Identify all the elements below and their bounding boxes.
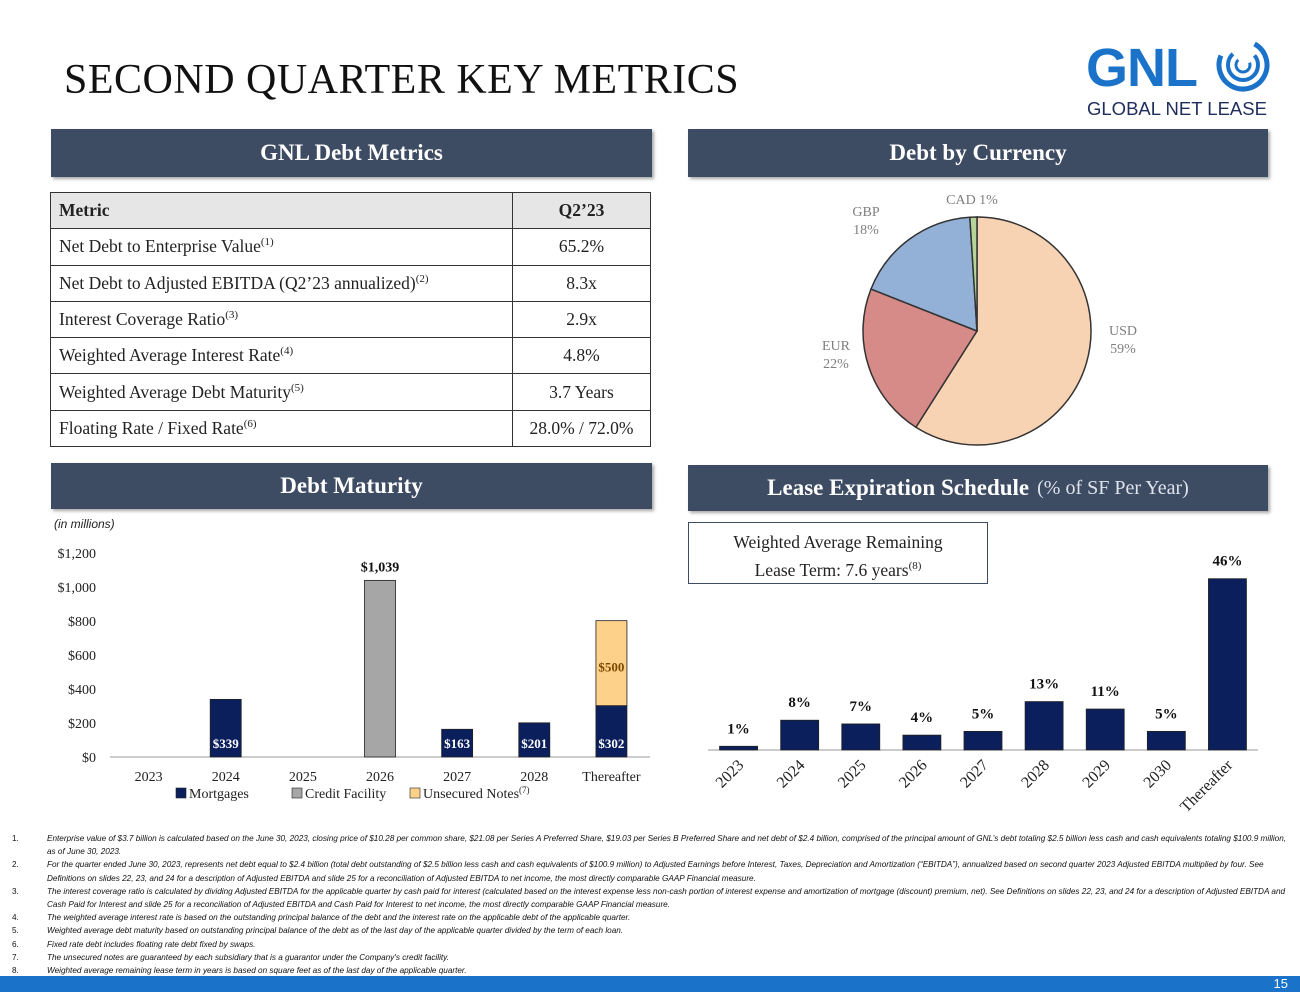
war-line-1: Weighted Average Remaining — [733, 532, 943, 552]
x-tick-label: Thereafter — [582, 770, 641, 785]
lease-expiration-header — [688, 465, 1268, 511]
metric-value: 2.9x — [513, 301, 651, 337]
bar-value-label: $163 — [444, 736, 471, 751]
footnote: 8. Weighted average remaining lease term in years is based on square feet as of the last day of the applicable quarter. — [12, 966, 467, 976]
legend-swatch — [410, 788, 420, 798]
metric-value: 28.0% / 72.0% — [513, 410, 651, 446]
metric-label: Weighted Average Interest Rate$^{(4)}$ — [51, 338, 513, 374]
lease-bar-value-label: 13% — [1029, 676, 1060, 693]
y-tick-label: $800 — [68, 615, 96, 630]
pie-label-cad: CAD 1% — [946, 193, 998, 208]
lease-bar — [1086, 709, 1124, 750]
y-tick-label: $200 — [68, 717, 96, 732]
debt-metrics-table — [50, 192, 651, 447]
y-tick-label: $0 — [82, 751, 96, 766]
bar-value-label: $201 — [521, 736, 548, 751]
lease-bar-value-label: 11% — [1090, 684, 1120, 701]
y-tick-label: $400 — [68, 683, 96, 698]
column-header-quarter: Q2’23 — [513, 193, 651, 229]
debt-maturity-title: Debt Maturity — [280, 473, 423, 498]
debt-maturity-chart — [40, 535, 660, 815]
lease-x-tick-label: 2023 — [712, 756, 748, 792]
lease-x-tick-label: 2024 — [773, 756, 809, 792]
logo-swirl-icon — [1214, 36, 1272, 94]
war-line-2: Lease Term: 7.6 years$^{(8)}$ — [754, 559, 922, 580]
lease-expiration-chart — [690, 555, 1270, 830]
lease-x-tick-label: 2025 — [834, 756, 870, 792]
lease-bar-value-label: 8% — [788, 695, 811, 712]
lease-expiration-title: Lease Expiration Schedule — [767, 475, 1030, 500]
lease-bar-value-label: 5% — [971, 706, 995, 723]
lease-bar — [1025, 702, 1063, 750]
pie-label-gbp: GBP — [852, 205, 880, 220]
lease-x-tick-label: 2027 — [957, 756, 992, 792]
x-tick-label: 2027 — [443, 770, 472, 785]
footnote: 7. The unsecured notes are guaranteed by each subsidiary that is a guarantor under the Company's credit facility. — [12, 952, 449, 962]
footnote: 4. The weighted average interest rate is based on the outstanding principal balance of the debt and the interest rate on the applicable debt of the applicable quarter. — [12, 913, 631, 923]
lease-bar — [720, 746, 758, 750]
lease-x-tick-label: 2030 — [1140, 756, 1176, 792]
footnotes — [12, 832, 1292, 977]
lease-bar-value-label: 5% — [1155, 706, 1178, 723]
page-title: SECOND QUARTER KEY METRICS — [64, 57, 740, 103]
metric-value: 3.7 Years — [513, 374, 651, 410]
table-row — [51, 229, 651, 265]
bar-total-label: $1,039 — [360, 560, 400, 576]
bar-value-label: $500 — [598, 659, 625, 675]
table-row — [51, 338, 651, 374]
x-tick-label: 2026 — [366, 770, 394, 785]
metric-value: 4.8% — [513, 338, 651, 374]
y-tick-label: $1,200 — [57, 547, 96, 562]
y-tick-label: $1,000 — [57, 581, 96, 596]
gnl-logo — [1086, 36, 1276, 122]
table-header-row — [51, 193, 651, 229]
footnote: 6. Fixed rate debt includes floating rate debt fixed by swaps. — [12, 939, 256, 949]
table-row — [51, 301, 651, 337]
footnote: 2. For the quarter ended June 30, 2023, represents net debt equal to $2.4 billion (total debt outstanding of $2.5 billion less cash and cash equivalents of $100.9 million) to Adjusted Earnings before Interest, Taxes, Depreciation and Amortization (“EBITDA”), annualized based on second quarter 2023 Adjusted EBITDA multiplied by four. See Definitions on slides 22, 23, and 24 for a description of Adjusted EBITDA and slide 25 for a reconciliation of Adjusted EBITDA to net income, the most directly comparable GAAP Financial measure. — [12, 860, 1264, 883]
y-tick-label: $600 — [68, 649, 96, 664]
bar-value-label: $339 — [212, 736, 239, 751]
debt-metrics-title: GNL Debt Metrics — [260, 140, 443, 165]
metric-value: 8.3x — [513, 265, 651, 301]
bar-credit-facility — [365, 580, 396, 757]
debt-currency-header — [688, 129, 1268, 177]
pie-label-eur: EUR — [822, 339, 850, 354]
legend-label: Mortgages — [189, 787, 249, 802]
pie-pct-gbp: 18% — [853, 223, 879, 238]
lease-bar-value-label: 46% — [1212, 555, 1243, 570]
lease-bar-value-label: 4% — [910, 710, 934, 727]
metric-value: 65.2% — [513, 229, 651, 265]
lease-bar-value-label: 1% — [727, 721, 750, 738]
lease-bar — [1147, 731, 1185, 750]
x-tick-label: 2028 — [520, 770, 549, 785]
lease-expiration-subtitle: (% of SF Per Year) — [1037, 476, 1189, 499]
lease-bar — [964, 731, 1002, 750]
metric-label: Interest Coverage Ratio$^{(3)}$ — [51, 301, 513, 337]
lease-x-tick-label: 2026 — [896, 756, 931, 792]
table-row — [51, 410, 651, 446]
pie-label-usd: USD — [1108, 324, 1138, 339]
footnote: 1. Enterprise value of $3.7 billion is calculated based on the June 30, 2023, closing price of $10.28 per common share, $21.08 per Series A Preferred Share, $19.03 per Series B Preferred Share and net debt of $2.4 billion, comprised of the principal amount of GNL’s debt totaling $2.5 billion less cash and cash equivalents totaling $100.9 million, as of June 30, 2023. — [12, 834, 1287, 857]
lease-bar — [842, 724, 880, 750]
metric-label: Weighted Average Debt Maturity$^{(5)}$ — [51, 374, 513, 410]
legend-swatch — [292, 788, 302, 798]
column-header-metric: Metric — [51, 193, 513, 229]
page-number: 15 — [1273, 976, 1288, 991]
logo-mark: GNL — [1086, 38, 1197, 98]
logo-name: GLOBAL NET LEASE — [1087, 98, 1267, 119]
metric-label: Floating Rate / Fixed Rate$^{(6)}$ — [51, 410, 513, 446]
metric-label: Net Debt to Adjusted EBITDA (Q2’23 annualized)$^{(2)}$ — [51, 265, 513, 301]
lease-x-tick-label: 2029 — [1079, 756, 1115, 792]
legend-label: Unsecured Notes$^{(7)}$ — [423, 785, 530, 802]
footnote: 3. The interest coverage ratio is calculated by dividing Adjusted EBITDA for the applicable quarter by cash paid for interest (calculated based on the interest expense less non-cash portion of interest expense and amortization of mortgage (discount) premium, net). See Definitions on slides 22, 23, and 24 for a description of Adjusted EBITDA and Cash Paid for Interest and slide 25 for a reconciliation of Adjusted EBITDA and Cash Paid for Interest to net income, the most directly comparable GAAP Financial measure. — [12, 886, 1286, 910]
lease-bar — [1208, 579, 1246, 750]
metric-label: Net Debt to Enterprise Value$^{(1)}$ — [51, 229, 513, 265]
debt-metrics-header — [51, 129, 652, 177]
maturity-units-note: (in millions) — [54, 517, 115, 531]
lease-bar — [903, 735, 941, 750]
debt-maturity-header — [51, 463, 652, 509]
lease-x-tick-label: 2028 — [1018, 756, 1053, 792]
bottom-bar — [0, 976, 1300, 992]
lease-x-tick-label: Thereafter — [1177, 756, 1237, 816]
x-tick-label: 2025 — [288, 770, 317, 785]
pie-pct-usd: 59% — [1110, 342, 1136, 357]
x-tick-label: 2024 — [211, 770, 240, 785]
table-row — [51, 265, 651, 301]
lease-bar — [781, 720, 819, 750]
table-row — [51, 374, 651, 410]
legend-label: Credit Facility — [305, 787, 387, 802]
legend-swatch — [176, 788, 186, 798]
legend-note: (7) — [519, 785, 530, 795]
pie-pct-eur: 22% — [823, 357, 849, 372]
bar-value-label: $302 — [598, 736, 625, 751]
debt-currency-pie-chart — [800, 190, 1160, 460]
x-tick-label: 2023 — [134, 770, 163, 785]
lease-bar-value-label: 7% — [849, 698, 873, 715]
footnote: 5. Weighted average debt maturity based on outstanding principal balance of the debt as of the last day of the applicable quarter divided by the term of each loan. — [12, 926, 624, 936]
debt-currency-title: Debt by Currency — [889, 140, 1067, 165]
